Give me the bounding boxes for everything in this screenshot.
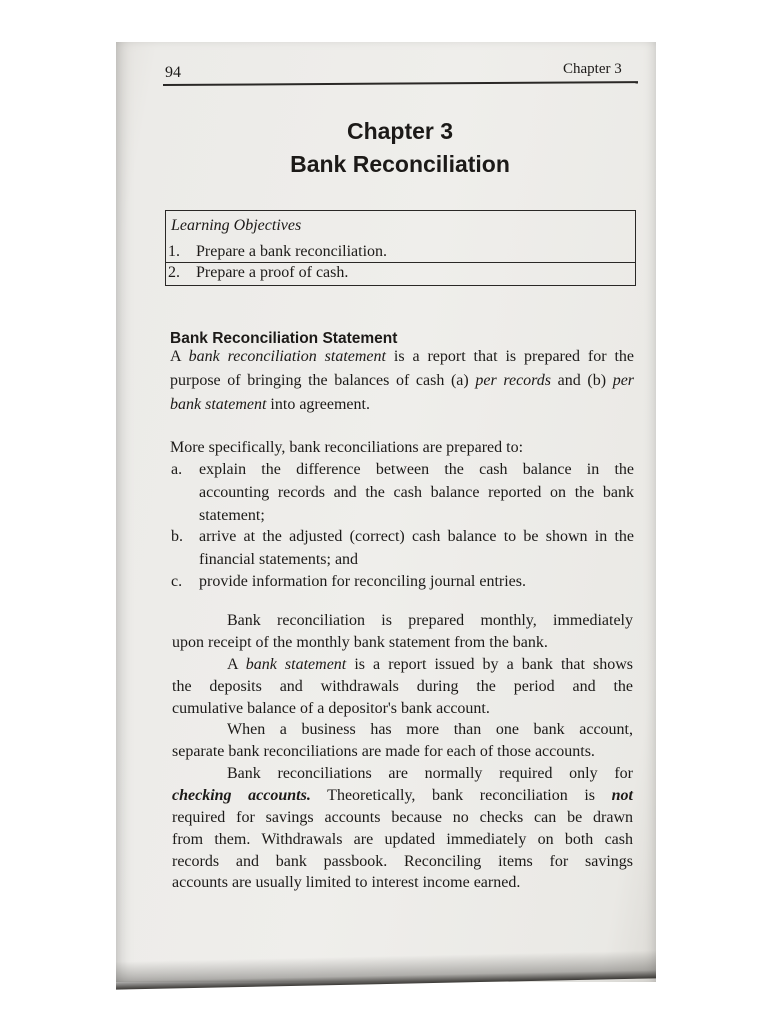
term-per: per [612,372,635,389]
paragraph-line: Bank reconciliation is prepared monthly, immediately [227,612,633,629]
running-head: Chapter 3 [563,61,622,77]
list-marker: a. [171,461,183,478]
paragraph-line: records and bank passbook. Reconciling items for savings [172,853,633,870]
paragraph-line: When a business has more than one bank account, [227,721,633,738]
list-item-line: accounting records and the cash balance reported on the bank [199,484,634,501]
list-item-line: provide information for reconciling journal entries. [199,573,527,590]
section-heading: Bank Reconciliation Statement [170,330,398,347]
objective-number: 1. [168,243,180,260]
paragraph-line: from them. Withdrawals are updated immediately on both cash [172,831,633,848]
paragraph-line: A bank statement is a report issued by a bank that shows [227,656,634,673]
list-marker: c. [171,573,183,590]
paragraph-line: accounts are usually limited to interest income earned. [172,874,521,891]
list-item-line: explain the difference between the cash balance in the [199,461,634,478]
paragraph-line: the deposits and withdrawals during the period and the [172,678,633,695]
list-marker: b. [171,528,183,545]
term-bank-statement: bank statement [170,396,267,413]
paragraph-line: separate bank reconciliations are made for each of those accounts. [172,743,595,760]
definition-line-1: A bank reconciliation statement is a report that is prepared for the [170,348,634,365]
paragraph-line: upon receipt of the monthly bank statement from the bank. [172,634,548,651]
paragraph-line: checking accounts. Theoretically, bank reconciliation is not [172,787,633,804]
chapter-title: Bank Reconciliation [290,151,510,177]
paragraph-line: required for savings accounts because no checks can be drawn [172,809,633,826]
emphasis-not: not [611,787,633,804]
term-bank-reconciliation-statement: bank reconciliation statement [188,348,386,365]
list-item-line: arrive at the adjusted (correct) cash balance to be shown in the [199,528,634,545]
term-per-records: per records [475,372,552,389]
objectives-row-rule [165,262,636,263]
page-number: 94 [165,64,181,81]
list-item-line: financial statements; and [199,551,359,568]
chapter-label: Chapter 3 [346,118,454,144]
learning-objectives-heading: Learning Objectives [171,217,302,234]
definition-line-3: bank statement into agreement. [170,396,370,413]
paragraph-line: Bank reconciliations are normally required only for [227,765,633,782]
paragraph-line: cumulative balance of a depositor's bank account. [172,700,490,717]
objective-text: Prepare a bank reconciliation. [196,243,388,260]
list-item-line: statement; [199,507,265,524]
term-bank-statement: bank statement [245,656,347,673]
specifically-intro: More specifically, bank reconciliations are prepared to: [170,439,524,456]
definition-line-2: purpose of bringing the balances of cash (a) per records and (b) per [170,372,635,389]
objective-text: Prepare a proof of cash. [196,264,349,281]
objective-number: 2. [168,264,180,281]
term-checking-accounts: checking accounts. [172,787,311,804]
